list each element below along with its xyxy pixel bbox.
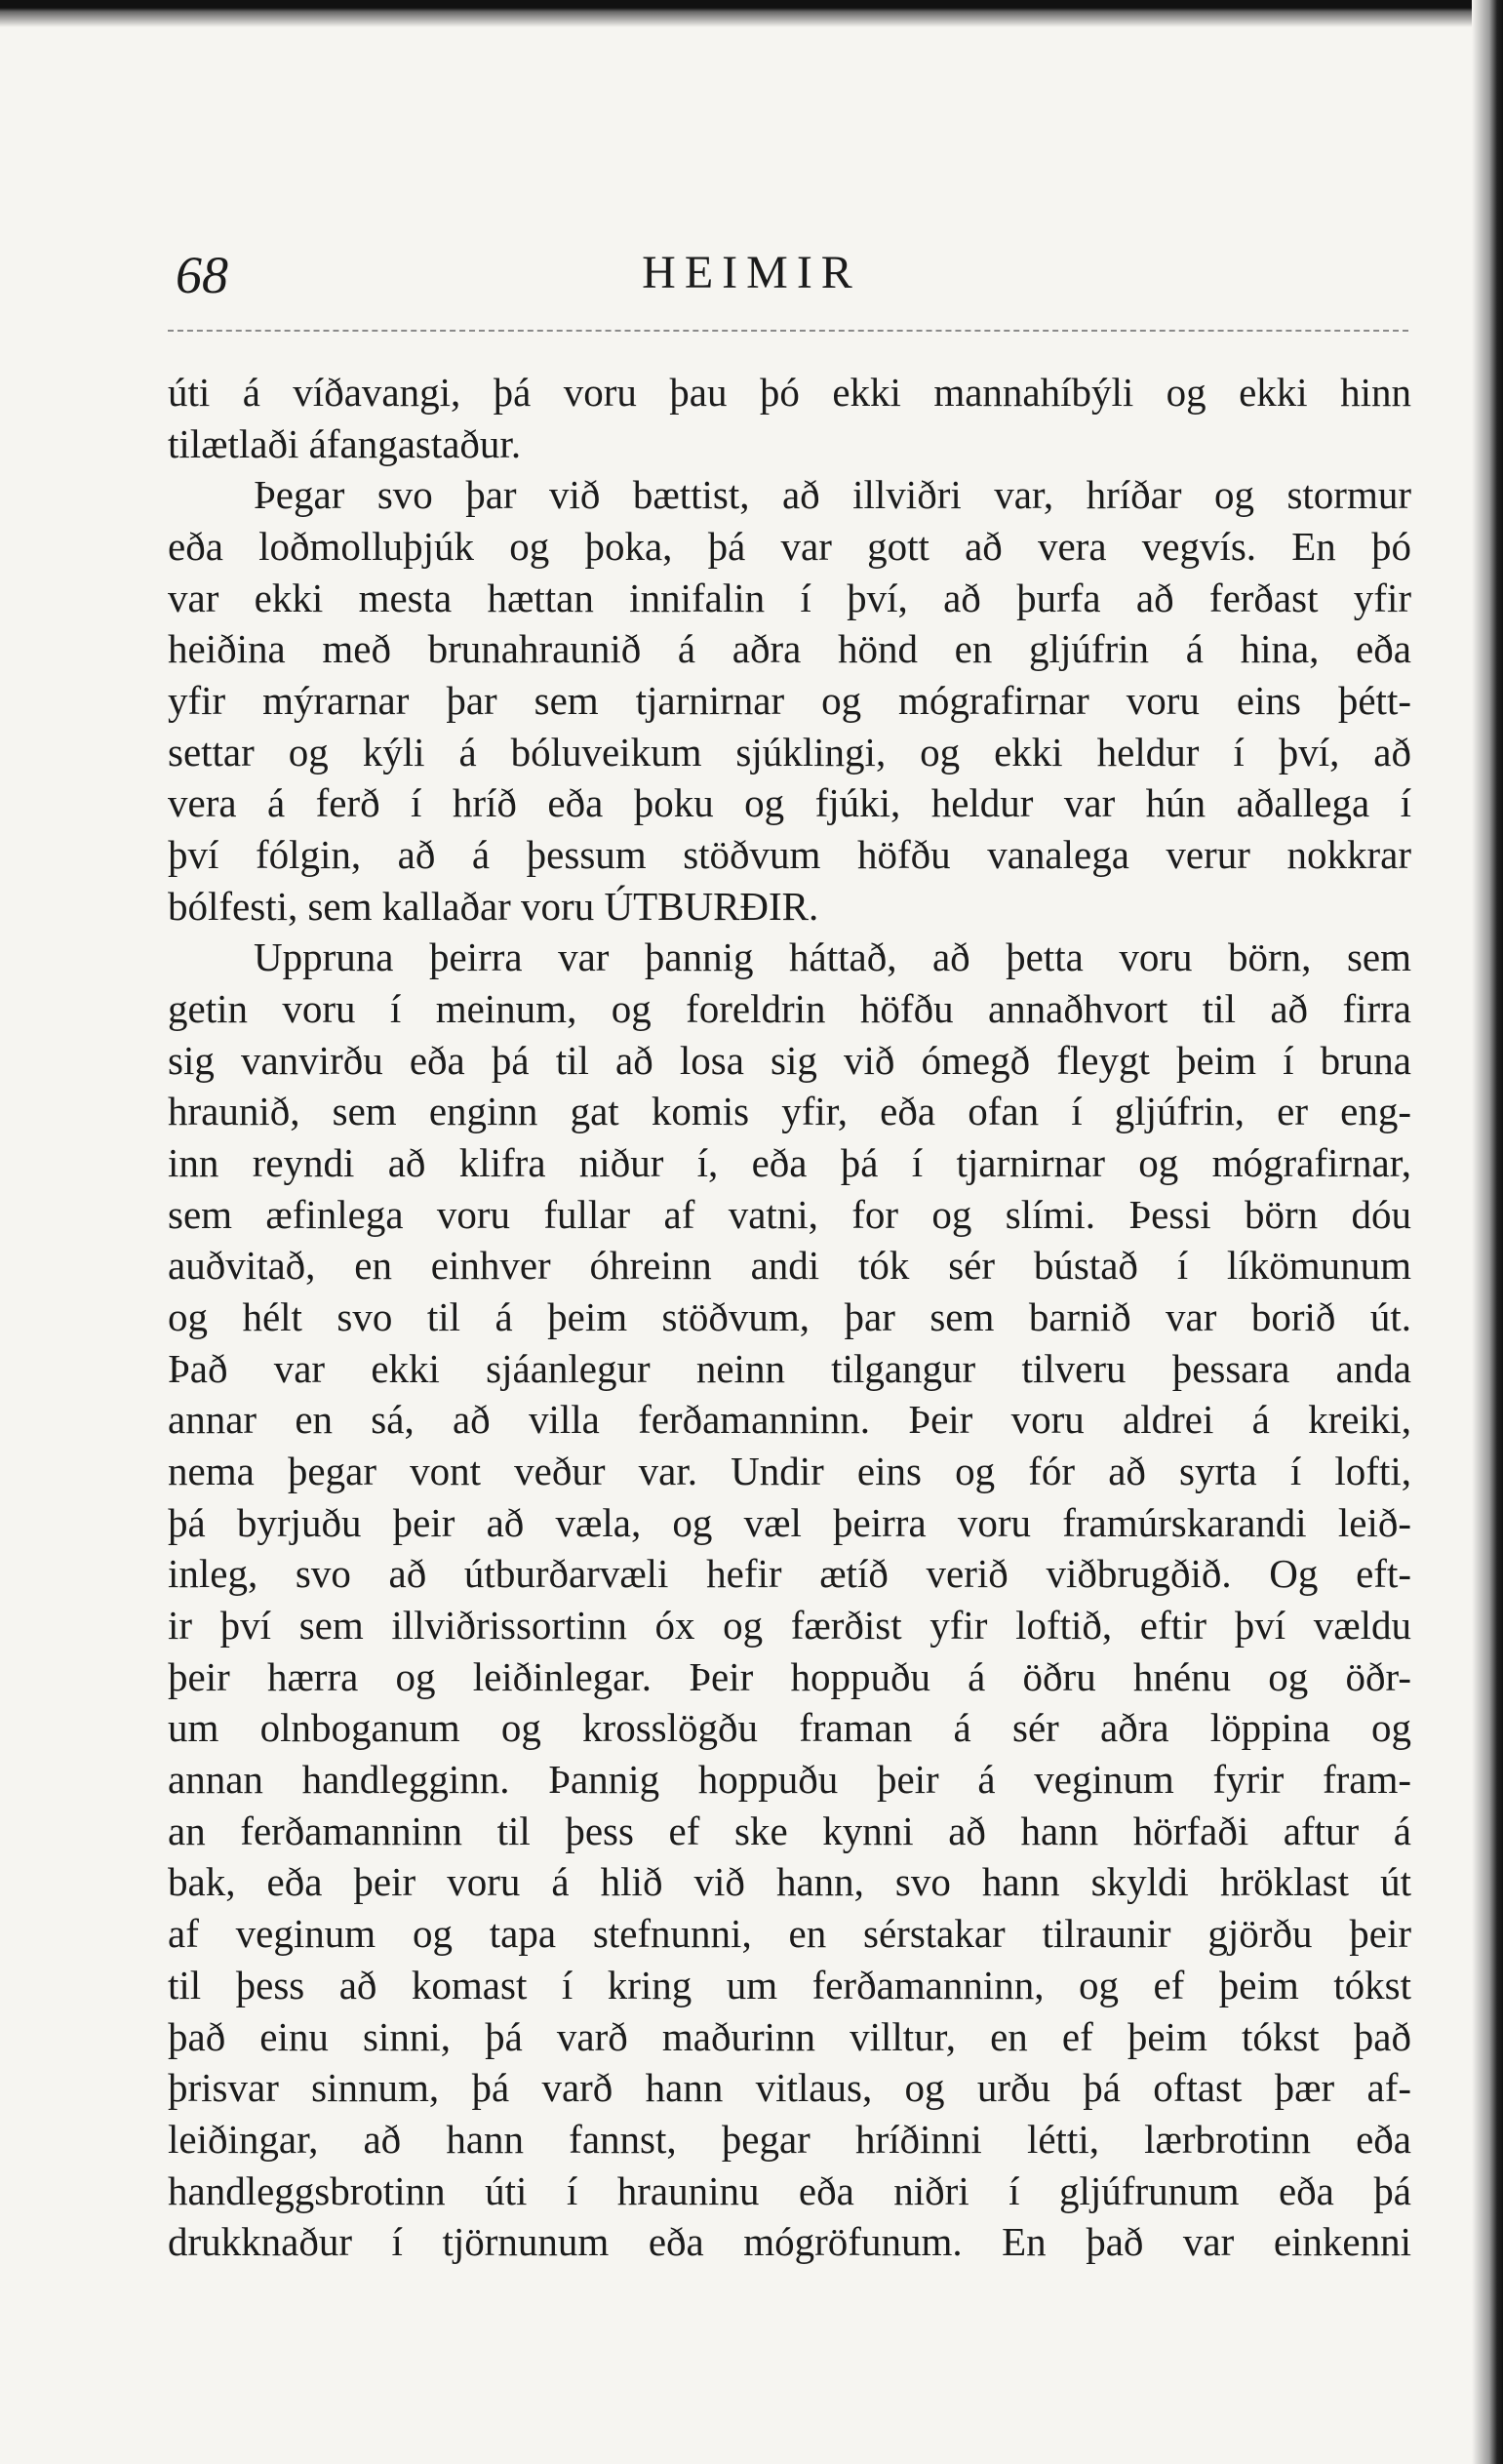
text-line: Uppruna þeirra var þannig háttað, að þetta voru börn, sem bbox=[254, 934, 1411, 980]
text-line: ir því sem illviðrissortinn óx og færðist yfir loftið, eftir því vældu bbox=[168, 1603, 1411, 1649]
text-line: leiðingar, að hann fannst, þegar hríðinni létti, lærbrotinn eða bbox=[168, 2116, 1411, 2162]
text-line: til þess að komast í kring um ferðamanninn, og ef þeim tókst bbox=[168, 1962, 1411, 2007]
text-line: Það var ekki sjáanlegur neinn tilgangur tilveru þessara anda bbox=[168, 1345, 1411, 1391]
text-line: an ferðamanninn til þess ef ske kynni að hann hörfaði aftur á bbox=[168, 1808, 1411, 1853]
text-line: eða loðmolluþjúk og þoka, þá var gott að vera vegvís. En þó bbox=[168, 524, 1411, 570]
text-line: þá byrjuðu þeir að væla, og væl þeirra voru framúrskarandi leið- bbox=[168, 1499, 1411, 1545]
text-line: bak, eða þeir voru á hlið við hann, svo hann skyldi hröklast út bbox=[168, 1859, 1411, 1905]
text-line: bólfesti, sem kallaðar voru ÚTBURÐIR. bbox=[168, 883, 819, 929]
text-line: vera á ferð í hríð eða þoku og fjúki, heldur var hún aðallega í bbox=[168, 780, 1411, 826]
body-text bbox=[168, 367, 1411, 2268]
text-line: sem æfinlega voru fullar af vatni, for og slími. Þessi börn dóu bbox=[168, 1191, 1411, 1237]
text-line: þeir hærra og leiðinlegar. Þeir hoppuðu á öðru hnénu og öðr- bbox=[168, 1653, 1411, 1699]
text-line: yfir mýrarnar þar sem tjarnirnar og mógrafirnar voru eins þétt- bbox=[168, 678, 1411, 724]
page-top-edge-shadow bbox=[0, 0, 1503, 27]
text-line: annan handlegginn. Þannig hoppuðu þeir á veginum fyrir fram- bbox=[168, 1757, 1411, 1803]
text-line: annar en sá, að villa ferðamanninn. Þeir voru aldrei á kreiki, bbox=[168, 1397, 1411, 1443]
page-number: 68 bbox=[176, 246, 228, 304]
text-line: af veginum og tapa stefnunni, en sérstakar tilraunir gjörðu þeir bbox=[168, 1911, 1411, 1957]
text-line: þrisvar sinnum, þá varð hann vitlaus, og urðu þá oftast þær af- bbox=[168, 2065, 1411, 2111]
text-line: heiðina með brunahraunið á aðra hönd en gljúfrin á hina, eða bbox=[168, 626, 1411, 672]
running-title: HEIMIR bbox=[642, 247, 861, 298]
text-line: inn reyndi að klifra niður í, eða þá í tjarnirnar og mógrafirnar, bbox=[168, 1140, 1411, 1186]
text-line: nema þegar vont veður var. Undir eins og fór að syrta í lofti, bbox=[168, 1449, 1411, 1494]
text-line: var ekki mesta hættan innifalin í því, að þurfa að ferðast yfir bbox=[168, 575, 1411, 620]
text-line: getin voru í meinum, og foreldrin höfðu annaðhvort til að firra bbox=[168, 986, 1411, 1032]
text-line: inleg, svo að útburðarvæli hefir ætíð verið viðbrugðið. Og eft- bbox=[168, 1551, 1411, 1597]
text-line: sig vanvirðu eða þá til að losa sig við ómegð fleygt þeim í bruna bbox=[168, 1037, 1411, 1083]
text-line: auðvitað, en einhver óhreinn andi tók sér bústað í líkömunum bbox=[168, 1243, 1411, 1289]
page-right-edge-shadow bbox=[1472, 0, 1503, 2464]
text-line: settar og kýli á bóluveikum sjúklingi, og ekki heldur í því, að bbox=[168, 729, 1411, 775]
text-line: það einu sinni, þá varð maðurinn villtur, en ef þeim tókst það bbox=[168, 2013, 1411, 2059]
header-rule bbox=[168, 330, 1408, 332]
text-line: um olnboganum og krosslögðu framan á sér aðra löppina og bbox=[168, 1705, 1411, 1751]
text-line: því fólgin, að á þessum stöðvum höfðu vanalega verur nokkrar bbox=[168, 832, 1411, 878]
text-line: handleggsbrotinn úti í hrauninu eða niðri í gljúfrunum eða þá bbox=[168, 2167, 1411, 2213]
text-line: tilætlaði áfangastaður. bbox=[168, 420, 522, 466]
text-line: og hélt svo til á þeim stöðvum, þar sem barnið var borið út. bbox=[168, 1294, 1411, 1340]
text-line: úti á víðavangi, þá voru þau þó ekki mannahíbýli og ekki hinn bbox=[168, 370, 1411, 415]
text-line: drukknaður í tjörnunum eða mógröfunum. En það var einkenni bbox=[168, 2219, 1411, 2265]
text-line: hraunið, sem enginn gat komis yfir, eða ofan í gljúfrin, er eng- bbox=[168, 1089, 1411, 1134]
text-line: Þegar svo þar við bættist, að illviðri var, hríðar og stormur bbox=[254, 472, 1411, 518]
